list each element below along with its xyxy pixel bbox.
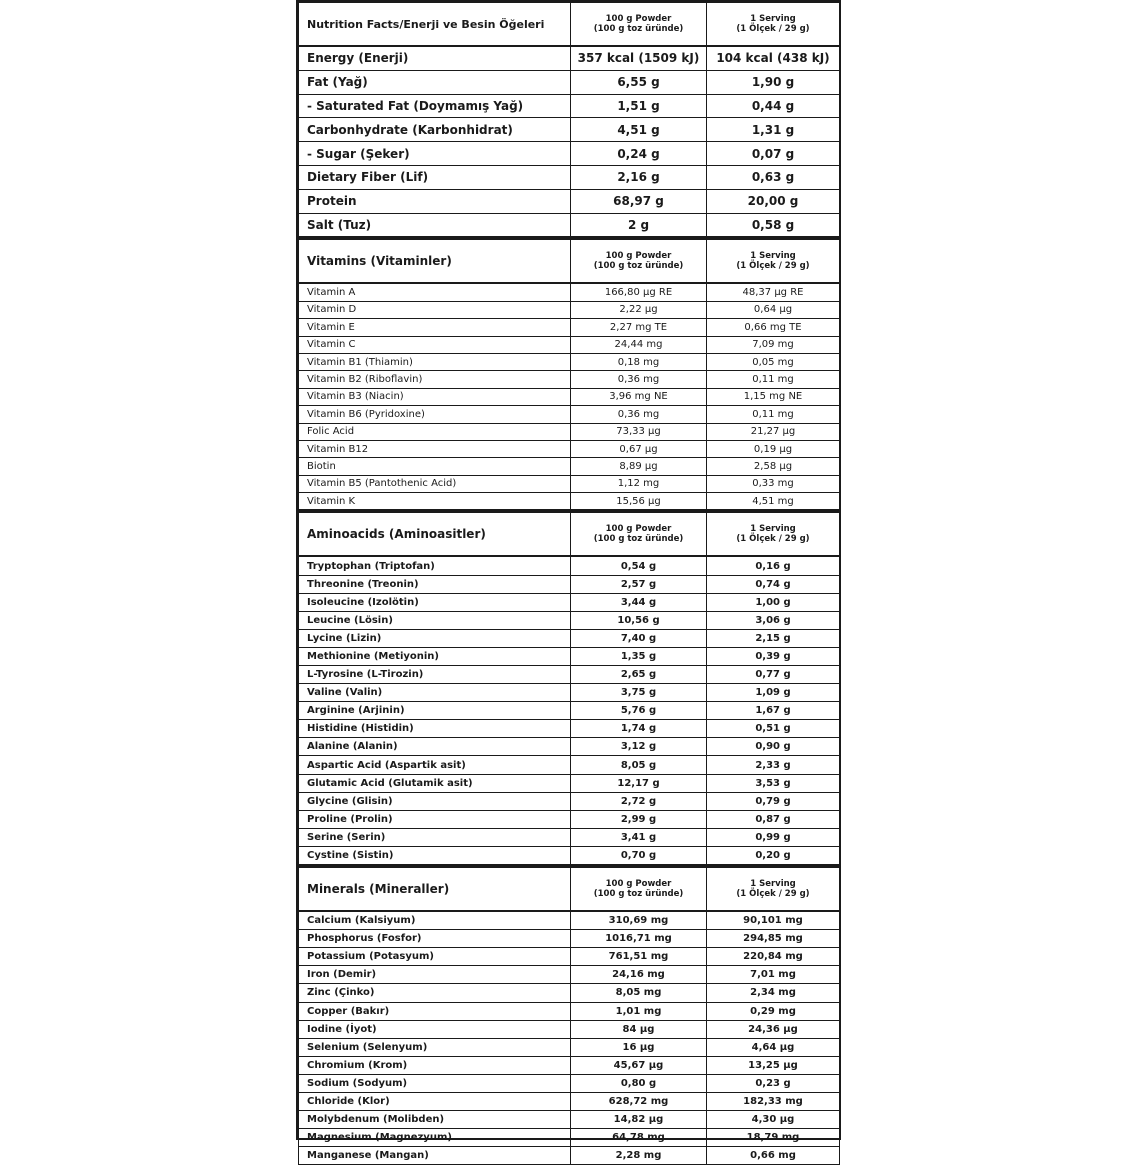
per-100g-value: 2,16 g (571, 165, 707, 189)
nutrient-row (299, 575, 840, 593)
nutrient-row (299, 647, 840, 665)
nutrient-name: Leucine (Lösin) (299, 611, 571, 629)
per-100g-value: 5,76 g (571, 702, 707, 720)
nutrient-name: Vitamin D (299, 301, 571, 318)
nutrient-row (299, 301, 840, 318)
per-100g-value: 0,70 g (571, 846, 707, 864)
per-100g-value: 1016,71 mg (571, 930, 707, 948)
section-header (299, 239, 840, 284)
section-header (299, 512, 840, 557)
nutrient-row (299, 911, 840, 930)
per-100g-value: 4,51 g (571, 118, 707, 142)
nutrient-name: Threonine (Treonin) (299, 575, 571, 593)
per-serving-value: 2,33 g (707, 756, 840, 774)
per-100g-value: 8,89 µg (571, 458, 707, 475)
per-100g-value: 68,97 g (571, 189, 707, 213)
nutrient-row (299, 423, 840, 440)
nutrient-name: Alanine (Alanin) (299, 738, 571, 756)
nutrient-name: Vitamin A (299, 283, 571, 301)
per-serving-value: 3,53 g (707, 774, 840, 792)
per-serving-header: 1 Serving (1 Ölçek / 29 g) (707, 512, 840, 557)
per-100g-header: 100 g Powder (100 g toz üründe) (571, 867, 707, 912)
nutrient-name: Vitamin B3 (Niacin) (299, 388, 571, 405)
per-100g-value: 73,33 µg (571, 423, 707, 440)
per-100g-value: 2,28 mg (571, 1147, 707, 1165)
nutrient-name: Molybdenum (Molibden) (299, 1111, 571, 1129)
per-100g-value: 0,54 g (571, 556, 707, 575)
per-serving-value: 0,63 g (707, 165, 840, 189)
per-100g-value: 6,55 g (571, 70, 707, 94)
nutrient-name: Vitamin B2 (Riboflavin) (299, 371, 571, 388)
per-100g-value: 8,05 mg (571, 984, 707, 1002)
macro-section (298, 2, 840, 237)
nutrient-row (299, 458, 840, 475)
per-serving-value: 0,23 g (707, 1074, 840, 1092)
nutrient-name: Glutamic Acid (Glutamik asit) (299, 774, 571, 792)
nutrient-name: Energy (Enerji) (299, 46, 571, 70)
nutrition-label (296, 0, 841, 1162)
nutrient-row (299, 1092, 840, 1110)
nutrient-row (299, 1074, 840, 1092)
section-title: Aminoacids (Aminoasitler) (299, 512, 571, 557)
per-100g-value: 2,72 g (571, 792, 707, 810)
per-serving-value: 0,51 g (707, 720, 840, 738)
per-100g-value: 1,74 g (571, 720, 707, 738)
nutrient-name: Fat (Yağ) (299, 70, 571, 94)
nutrient-row (299, 1111, 840, 1129)
nutrient-row (299, 213, 840, 237)
nutrient-name: Isoleucine (Izolötin) (299, 593, 571, 611)
per-100g-value: 0,67 µg (571, 440, 707, 457)
per-serving-value: 7,01 mg (707, 966, 840, 984)
per-serving-value: 0,77 g (707, 666, 840, 684)
aminoacids-section (298, 510, 840, 865)
per-serving-value: 0,79 g (707, 792, 840, 810)
minerals-section (298, 865, 840, 1165)
nutrient-name: Vitamin E (299, 319, 571, 336)
per-100g-value: 1,12 mg (571, 475, 707, 492)
per-100g-value: 2,22 µg (571, 301, 707, 318)
per-serving-value: 24,36 µg (707, 1020, 840, 1038)
per-serving-value: 2,58 µg (707, 458, 840, 475)
per-100g-value: 0,18 mg (571, 353, 707, 370)
per-100g-value: 84 µg (571, 1020, 707, 1038)
per-serving-value: 1,67 g (707, 702, 840, 720)
per-serving-value: 0,29 mg (707, 1002, 840, 1020)
nutrient-row (299, 94, 840, 118)
nutrient-name: Iron (Demir) (299, 966, 571, 984)
per-100g-value: 1,35 g (571, 647, 707, 665)
nutrient-row (299, 593, 840, 611)
per-serving-value: 0,05 mg (707, 353, 840, 370)
nutrient-row (299, 336, 840, 353)
per-serving-value: 0,19 µg (707, 440, 840, 457)
per-100g-value: 3,75 g (571, 684, 707, 702)
nutrient-row (299, 966, 840, 984)
nutrient-name: Serine (Serin) (299, 828, 571, 846)
nutrient-row (299, 702, 840, 720)
nutrient-row (299, 1129, 840, 1147)
nutrient-name: Salt (Tuz) (299, 213, 571, 237)
nutrient-row (299, 611, 840, 629)
nutrient-name: - Sugar (Şeker) (299, 142, 571, 166)
per-serving-value: 3,06 g (707, 611, 840, 629)
nutrient-row (299, 493, 840, 510)
nutrient-name: Copper (Bakır) (299, 1002, 571, 1020)
nutrient-name: Carbonhydrate (Karbonhidrat) (299, 118, 571, 142)
section-title: Vitamins (Vitaminler) (299, 239, 571, 284)
per-serving-value: 104 kcal (438 kJ) (707, 46, 840, 70)
per-100g-value: 16 µg (571, 1038, 707, 1056)
nutrient-name: Protein (299, 189, 571, 213)
per-100g-header: 100 g Powder (100 g toz üründe) (571, 512, 707, 557)
per-100g-value: 24,16 mg (571, 966, 707, 984)
nutrient-name: L-Tyrosine (L-Tirozin) (299, 666, 571, 684)
nutrient-name: Zinc (Çinko) (299, 984, 571, 1002)
nutrient-name: Phosphorus (Fosfor) (299, 930, 571, 948)
section-header (299, 3, 840, 47)
per-100g-value: 2 g (571, 213, 707, 237)
nutrient-row (299, 720, 840, 738)
nutrient-row (299, 756, 840, 774)
per-100g-value: 12,17 g (571, 774, 707, 792)
per-serving-value: 13,25 µg (707, 1056, 840, 1074)
nutrient-name: Tryptophan (Triptofan) (299, 556, 571, 575)
per-serving-value: 4,64 µg (707, 1038, 840, 1056)
per-100g-value: 10,56 g (571, 611, 707, 629)
nutrient-name: Biotin (299, 458, 571, 475)
nutrient-name: Vitamin B5 (Pantothenic Acid) (299, 475, 571, 492)
per-serving-value: 90,101 mg (707, 911, 840, 930)
nutrient-name: Aspartic Acid (Aspartik asit) (299, 756, 571, 774)
per-100g-value: 761,51 mg (571, 948, 707, 966)
per-100g-value: 0,24 g (571, 142, 707, 166)
per-100g-value: 628,72 mg (571, 1092, 707, 1110)
nutrient-row (299, 371, 840, 388)
per-100g-value: 14,82 µg (571, 1111, 707, 1129)
per-serving-header: 1 Serving (1 Ölçek / 29 g) (707, 239, 840, 284)
per-serving-value: 1,90 g (707, 70, 840, 94)
nutrient-row (299, 406, 840, 423)
nutrient-name: Chromium (Krom) (299, 1056, 571, 1074)
nutrient-name: Dietary Fiber (Lif) (299, 165, 571, 189)
nutrient-name: Chloride (Klor) (299, 1092, 571, 1110)
nutrient-name: Vitamin B12 (299, 440, 571, 457)
per-100g-value: 0,36 mg (571, 371, 707, 388)
per-100g-value: 1,51 g (571, 94, 707, 118)
per-serving-header: 1 Serving (1 Ölçek / 29 g) (707, 3, 840, 47)
nutrient-row (299, 189, 840, 213)
per-serving-value: 220,84 mg (707, 948, 840, 966)
nutrient-row (299, 984, 840, 1002)
per-100g-header: 100 g Powder (100 g toz üründe) (571, 3, 707, 47)
nutrient-name: Manganese (Mangan) (299, 1147, 571, 1165)
per-serving-value: 1,31 g (707, 118, 840, 142)
nutrient-name: Proline (Prolin) (299, 810, 571, 828)
per-100g-value: 3,44 g (571, 593, 707, 611)
nutrient-row (299, 319, 840, 336)
section-title: Nutrition Facts/Enerji ve Besin Öğeleri (299, 3, 571, 47)
per-serving-value: 1,00 g (707, 593, 840, 611)
nutrient-row (299, 475, 840, 492)
per-serving-value: 18,79 mg (707, 1129, 840, 1147)
per-serving-value: 21,27 µg (707, 423, 840, 440)
per-serving-value: 0,74 g (707, 575, 840, 593)
per-100g-value: 3,12 g (571, 738, 707, 756)
per-100g-value: 0,80 g (571, 1074, 707, 1092)
per-100g-value: 3,41 g (571, 828, 707, 846)
per-100g-value: 2,27 mg TE (571, 319, 707, 336)
per-serving-value: 0,99 g (707, 828, 840, 846)
nutrient-row (299, 948, 840, 966)
per-100g-value: 310,69 mg (571, 911, 707, 930)
nutrient-row (299, 846, 840, 864)
per-100g-value: 8,05 g (571, 756, 707, 774)
nutrient-row (299, 792, 840, 810)
nutrient-name: Folic Acid (299, 423, 571, 440)
per-100g-value: 1,01 mg (571, 1002, 707, 1020)
nutrient-name: Glycine (Glisin) (299, 792, 571, 810)
per-100g-value: 7,40 g (571, 629, 707, 647)
nutrient-row (299, 1020, 840, 1038)
per-100g-value: 24,44 mg (571, 336, 707, 353)
nutrient-name: Arginine (Arjinin) (299, 702, 571, 720)
per-100g-value: 15,56 µg (571, 493, 707, 510)
per-serving-value: 2,34 mg (707, 984, 840, 1002)
per-serving-value: 0,20 g (707, 846, 840, 864)
per-serving-value: 0,58 g (707, 213, 840, 237)
nutrient-name: Iodine (İyot) (299, 1020, 571, 1038)
nutrient-row (299, 1002, 840, 1020)
nutrient-row (299, 388, 840, 405)
per-serving-value: 4,51 mg (707, 493, 840, 510)
nutrient-name: Vitamin B1 (Thiamin) (299, 353, 571, 370)
per-serving-value: 0,11 mg (707, 406, 840, 423)
nutrient-row (299, 684, 840, 702)
per-100g-value: 2,99 g (571, 810, 707, 828)
nutrient-name: Methionine (Metiyonin) (299, 647, 571, 665)
per-serving-value: 182,33 mg (707, 1092, 840, 1110)
nutrient-row (299, 46, 840, 70)
nutrient-name: Potassium (Potasyum) (299, 948, 571, 966)
nutrient-name: Sodium (Sodyum) (299, 1074, 571, 1092)
per-serving-value: 0,87 g (707, 810, 840, 828)
nutrient-row (299, 142, 840, 166)
per-serving-value: 1,09 g (707, 684, 840, 702)
nutrient-row (299, 353, 840, 370)
per-100g-value: 3,96 mg NE (571, 388, 707, 405)
nutrient-row (299, 810, 840, 828)
vitamins-section (298, 237, 840, 510)
nutrient-name: Vitamin C (299, 336, 571, 353)
nutrient-row (299, 1056, 840, 1074)
nutrient-name: Lycine (Lizin) (299, 629, 571, 647)
nutrient-name: Selenium (Selenyum) (299, 1038, 571, 1056)
nutrient-row (299, 70, 840, 94)
per-serving-value: 0,33 mg (707, 475, 840, 492)
per-serving-value: 0,90 g (707, 738, 840, 756)
nutrient-row (299, 930, 840, 948)
per-100g-value: 64,78 mg (571, 1129, 707, 1147)
per-100g-value: 45,67 µg (571, 1056, 707, 1074)
per-100g-value: 2,65 g (571, 666, 707, 684)
per-serving-value: 20,00 g (707, 189, 840, 213)
nutrient-row (299, 774, 840, 792)
per-100g-value: 0,36 mg (571, 406, 707, 423)
nutrient-row (299, 1147, 840, 1165)
nutrient-row (299, 440, 840, 457)
per-serving-value: 0,07 g (707, 142, 840, 166)
per-serving-value: 0,39 g (707, 647, 840, 665)
per-serving-value: 0,16 g (707, 556, 840, 575)
nutrient-name: Cystine (Sistin) (299, 846, 571, 864)
per-serving-value: 0,11 mg (707, 371, 840, 388)
nutrient-row (299, 118, 840, 142)
nutrient-row (299, 666, 840, 684)
section-title: Minerals (Mineraller) (299, 867, 571, 912)
per-serving-value: 294,85 mg (707, 930, 840, 948)
nutrient-name: Calcium (Kalsiyum) (299, 911, 571, 930)
section-header (299, 867, 840, 912)
nutrient-row (299, 556, 840, 575)
per-serving-value: 0,66 mg TE (707, 319, 840, 336)
nutrient-row (299, 1038, 840, 1056)
nutrient-row (299, 283, 840, 301)
nutrient-row (299, 738, 840, 756)
nutrient-row (299, 629, 840, 647)
per-100g-value: 2,57 g (571, 575, 707, 593)
nutrient-name: - Saturated Fat (Doymamış Yağ) (299, 94, 571, 118)
per-serving-value: 4,30 µg (707, 1111, 840, 1129)
per-serving-value: 0,66 mg (707, 1147, 840, 1165)
nutrient-name: Valine (Valin) (299, 684, 571, 702)
per-100g-header: 100 g Powder (100 g toz üründe) (571, 239, 707, 284)
per-serving-value: 1,15 mg NE (707, 388, 840, 405)
nutrient-name: Vitamin K (299, 493, 571, 510)
nutrient-row (299, 165, 840, 189)
per-100g-value: 166,80 µg RE (571, 283, 707, 301)
per-serving-value: 0,64 µg (707, 301, 840, 318)
per-serving-value: 2,15 g (707, 629, 840, 647)
per-serving-value: 48,37 µg RE (707, 283, 840, 301)
nutrient-row (299, 828, 840, 846)
per-serving-value: 0,44 g (707, 94, 840, 118)
per-100g-value: 357 kcal (1509 kJ) (571, 46, 707, 70)
nutrient-name: Magnesium (Magnezyum) (299, 1129, 571, 1147)
nutrient-name: Vitamin B6 (Pyridoxine) (299, 406, 571, 423)
per-serving-header: 1 Serving (1 Ölçek / 29 g) (707, 867, 840, 912)
nutrient-name: Histidine (Histidin) (299, 720, 571, 738)
per-serving-value: 7,09 mg (707, 336, 840, 353)
